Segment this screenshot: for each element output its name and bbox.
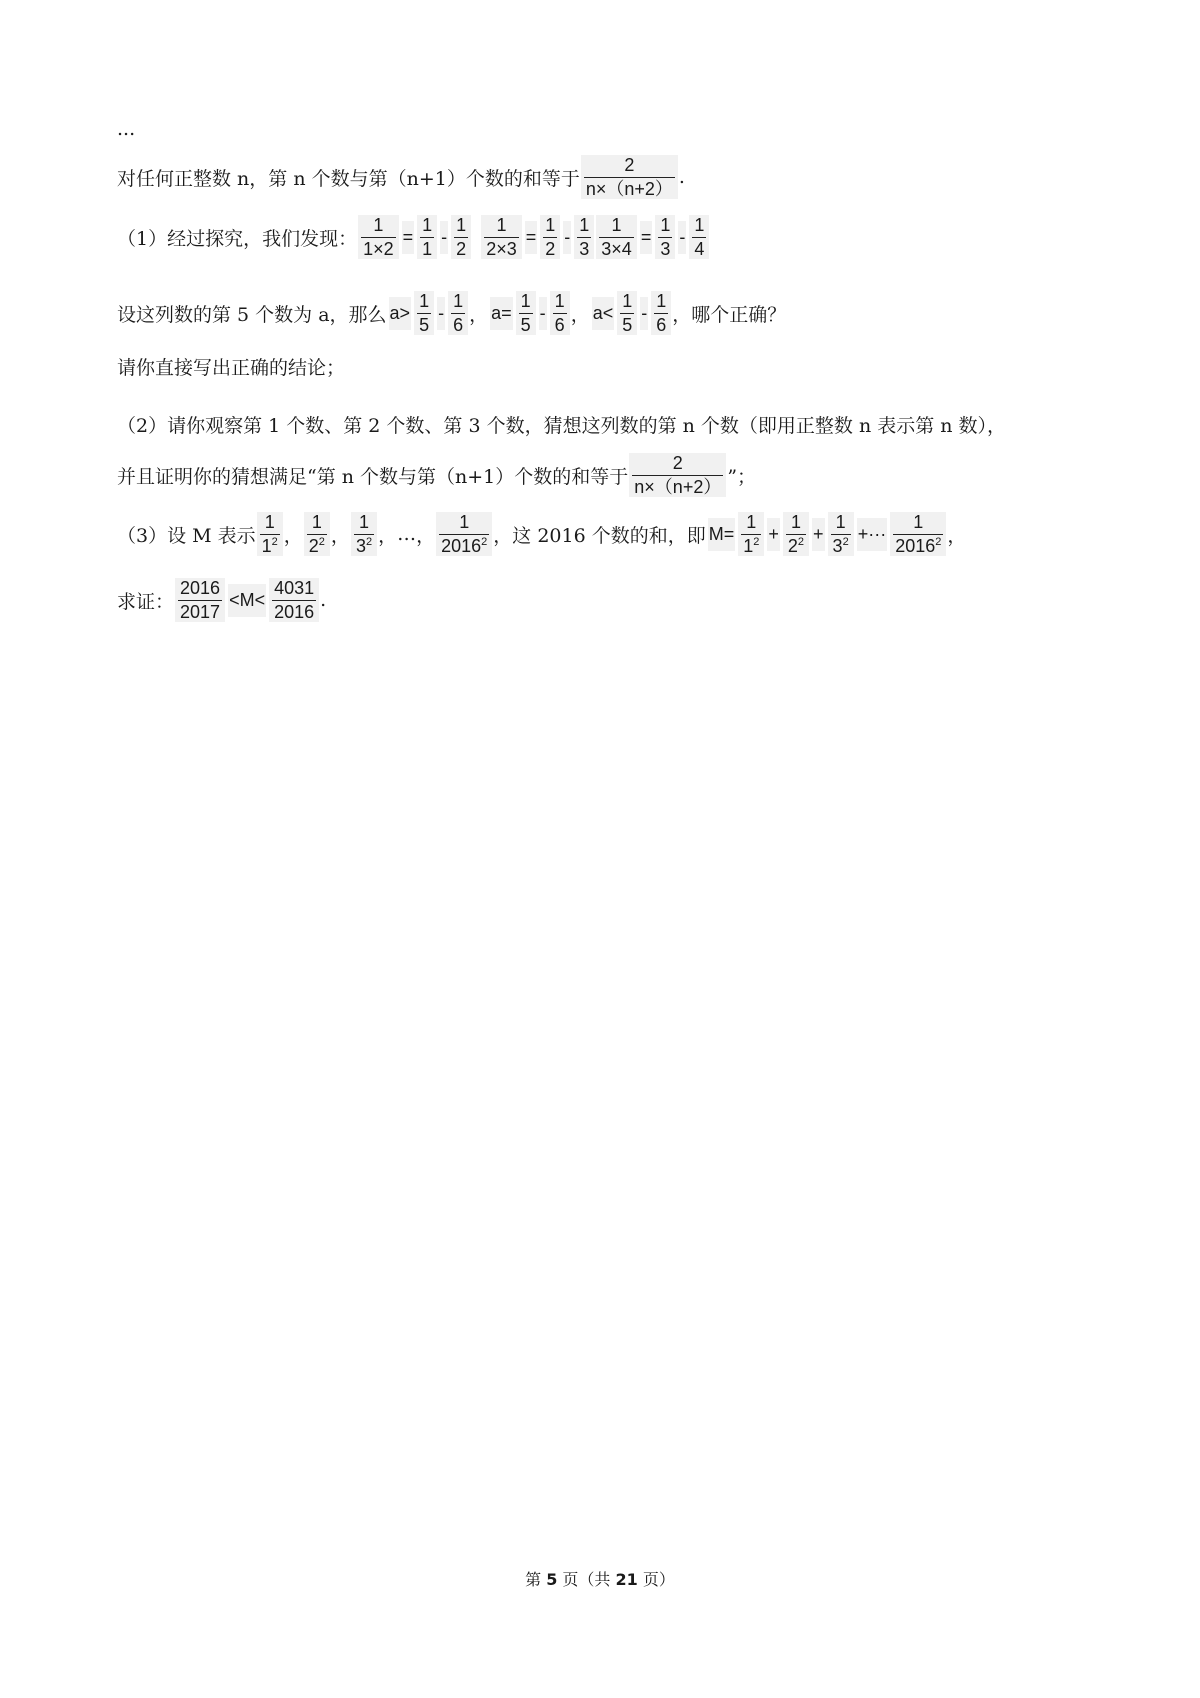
minus: - — [539, 297, 547, 330]
comma: ， — [570, 303, 590, 326]
period: . — [678, 166, 685, 189]
footer-text: 页（共 — [557, 1570, 616, 1589]
fraction: $\frac{2}{n\times(n+2)}$ — [629, 453, 726, 497]
equals: = — [525, 221, 538, 254]
line-1 — [117, 155, 685, 199]
line-7-text: （3）设 M 表示 — [117, 524, 256, 547]
minus: - — [640, 297, 648, 330]
a-less: a< — [592, 297, 615, 330]
fraction: $\frac{2016}{2017}$ — [175, 578, 225, 622]
m-equals: M= — [708, 518, 736, 551]
line-6-text: 并且证明你的猜想满足“第 n 个数与第（n+1）个数的和等于 — [117, 465, 629, 488]
fraction: $\frac{1}{3\times 4}$ — [596, 215, 637, 259]
fraction: $\frac{1}{1^2}$ — [738, 512, 764, 556]
quote-end: ”； — [727, 465, 757, 488]
fraction: $\frac{2}{n\times(n+2)}$ — [581, 155, 678, 199]
minus: - — [437, 297, 445, 330]
ellipsis: … — [397, 523, 417, 546]
comma: ， — [283, 524, 303, 547]
fraction: $\frac{1}{2016^2}$ — [890, 512, 946, 556]
fraction: $\frac{1}{4}$ — [689, 215, 709, 259]
page-footer — [0, 1567, 1200, 1590]
fraction: $\frac{1}{1^2}$ — [257, 512, 283, 556]
fraction: $\frac{1}{3^2}$ — [828, 512, 854, 556]
fraction: $\frac{1}{2016^2}$ — [436, 512, 492, 556]
fraction: $\frac{1}{6}$ — [651, 291, 671, 335]
page-total: 21 — [615, 1570, 638, 1589]
fraction: $\frac{1}{3}$ — [574, 215, 594, 259]
line-2-text: （1）经过探究，我们发现： — [117, 227, 358, 250]
fraction: $\frac{1}{5}$ — [617, 291, 637, 335]
ellipsis: ... — [117, 118, 136, 140]
comma: ， — [947, 524, 967, 547]
minus: - — [440, 221, 448, 254]
line-7-mid: ，这 2016 个数的和，即 — [493, 524, 706, 547]
comma: ， — [330, 524, 350, 547]
comma: ， — [378, 524, 398, 547]
footer-text: 第 — [525, 1570, 547, 1589]
plus: + — [767, 518, 780, 551]
fraction: $\frac{1}{6}$ — [550, 291, 570, 335]
comma: ， — [416, 524, 436, 547]
line-7 — [117, 512, 966, 556]
comma: ， — [469, 303, 489, 326]
fraction: $\frac{1}{3^2}$ — [351, 512, 377, 556]
line-1-text: 对任何正整数 n，第 n 个数与第（n+1）个数的和等于 — [117, 167, 580, 190]
fraction: $\frac{1}{5}$ — [414, 291, 434, 335]
line-4: 请你直接写出正确的结论； — [117, 357, 346, 379]
plus: + — [812, 518, 825, 551]
inequality: <M< — [228, 584, 266, 617]
line-3 — [117, 291, 786, 335]
line-2 — [117, 215, 710, 259]
fraction: $\frac{1}{3}$ — [655, 215, 675, 259]
minus: - — [678, 221, 686, 254]
minus: - — [563, 221, 571, 254]
equals: = — [402, 221, 415, 254]
line-5: （2）请你观察第 1 个数、第 2 个数、第 3 个数，猜想这列数的第 n 个数（即用正整数 n 表示第 n 数）， — [117, 415, 1007, 437]
a-greater: a> — [389, 297, 412, 330]
fraction: $\frac{1}{2^2}$ — [783, 512, 809, 556]
fraction: $\frac{1}{1}$ — [417, 215, 437, 259]
footer-text: 页） — [637, 1570, 675, 1589]
line-3-end: ，哪个正确？ — [672, 303, 787, 326]
fraction: $\frac{1}{5}$ — [516, 291, 536, 335]
page-number: 5 — [546, 1570, 558, 1589]
fraction: $\frac{1}{2}$ — [540, 215, 560, 259]
line-8-text: 求证： — [117, 590, 175, 613]
a-equal: a= — [490, 297, 513, 330]
line-3-text: 设这列数的第 5 个数为 a，那么 — [117, 303, 387, 326]
period: . — [320, 589, 327, 612]
fraction: $\frac{1}{2^2}$ — [304, 512, 330, 556]
plus-dots: +··· — [857, 518, 888, 551]
fraction: $\frac{1}{2\times 3}$ — [481, 215, 522, 259]
fraction: $\frac{1}{1\times 2}$ — [358, 215, 399, 259]
fraction: $\frac{4031}{2016}$ — [269, 578, 319, 622]
equals: = — [640, 221, 653, 254]
fraction: $\frac{1}{6}$ — [448, 291, 468, 335]
line-8 — [117, 578, 326, 622]
line-6 — [117, 453, 756, 497]
fraction: $\frac{1}{2}$ — [451, 215, 471, 259]
